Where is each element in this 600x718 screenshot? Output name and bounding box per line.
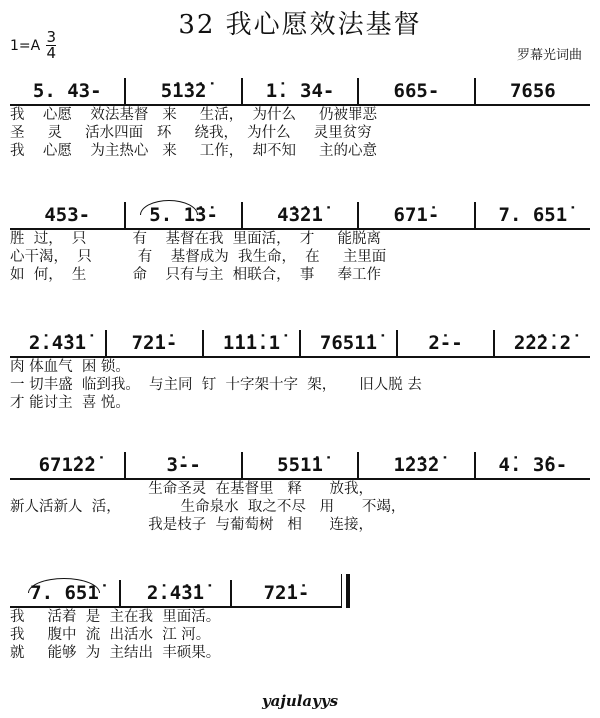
measure: 551̇1̇ [243,454,357,480]
measure: 7. 651̇ [10,582,119,608]
final-barline [341,574,350,608]
measure: 4̇3̇2̇1̇ [243,204,357,230]
notation-line [10,72,590,106]
lyric-verse-3: 才 能讨主 喜 悦。 [10,395,130,411]
measure: 2̇.4̇3̇1̇ [121,582,230,608]
measure: 2̇-- [398,332,493,358]
measure: 5. 43- [10,80,124,106]
lyric-verse-1: 肉 体血气 困 锁。 [10,359,130,375]
measure: 665- [359,80,473,106]
lyric-verse-2: 新人活新人 活， 生命泉水 取之不尽 用 不竭， [10,499,406,515]
measure: 7656 [476,80,590,106]
score-system-4 [10,446,590,534]
measure: 671̇- [359,204,473,230]
author-credit: 罗幕光词曲 [516,48,582,63]
notation-line [10,196,590,230]
time-signature [46,30,56,61]
measure: 72̇1̇- [232,582,341,608]
lyric-verse-3: 我 心愿 为主热心 来 工作， 却不知 主的心意 [10,143,378,159]
song-title: 32 我心愿效法基督 [178,10,422,40]
measure: 72̇1̇- [107,332,202,358]
measure: 1̇2̇3̇2̇ [359,454,473,480]
notation-line [10,324,590,358]
time-numerator: 3 [46,28,56,46]
measure: 2̇.4̇3̇1̇ [10,332,105,358]
lyric-verse-1: 胜 过， 只 有 基督在我 里面活， 才 能脱离 [10,231,381,247]
score-system-1 [10,72,590,160]
lyric-verse-3: 如 何， 生 命 只有与主 相联合， 事 奉工作 [10,267,381,283]
measure: 671̇2̇2̇ [10,454,124,480]
notation-line [10,446,590,480]
measure: 1̇. 34- [243,80,357,106]
lyric-verse-2: 我 腹中 流 出活水 江 河。 [10,627,211,643]
measure: 453- [10,204,124,230]
score-system-2 [10,196,590,284]
time-denominator: 4 [46,44,56,62]
key-time-signature [10,30,56,61]
lyric-verse-1: 我 心愿 效法基督 来 生活， 为什么 仍被罪恶 [10,107,378,123]
lyric-verse-3: 我是枝子 与葡萄树 相 连接， [10,517,373,533]
lyric-verse-1: 生命圣灵 在基督里 释 放我， [10,481,373,497]
measure: 4̇. 3̇6- [476,454,590,480]
measure: 1̇1̇1̇.1̇ [204,332,299,358]
score-system-3 [10,324,590,412]
lyric-verse-2: 一 切丰盛 临到我。 与主同 钉 十字架十字 架， 旧人脱 去 [10,377,422,393]
measure: 7651̇1̇ [301,332,396,358]
lyric-verse-2: 心干渴， 只 有 基督成为 我生命， 在 主里面 [10,249,387,265]
score-system-5 [10,574,350,662]
measure: 3̇-- [126,454,240,480]
lyric-verse-1: 我 活着 是 主在我 里面活。 [10,609,221,625]
measure: 5. 1̇3̇- [126,204,240,230]
lyric-verse-2: 圣 灵 活水四面 环 绕我， 为什么 灵里贫穷 [10,125,372,141]
lyric-verse-3: 就 能够 为 主结出 丰硕果。 [10,645,221,661]
measure: 5̇1̇3̇2̇ [126,80,240,106]
key-signature: 1=A [10,37,41,54]
measure: 7. 651̇ [476,204,590,230]
measure: 2̇2̇2̇.2̇ [495,332,590,358]
watermark: yajulayys [261,692,339,710]
